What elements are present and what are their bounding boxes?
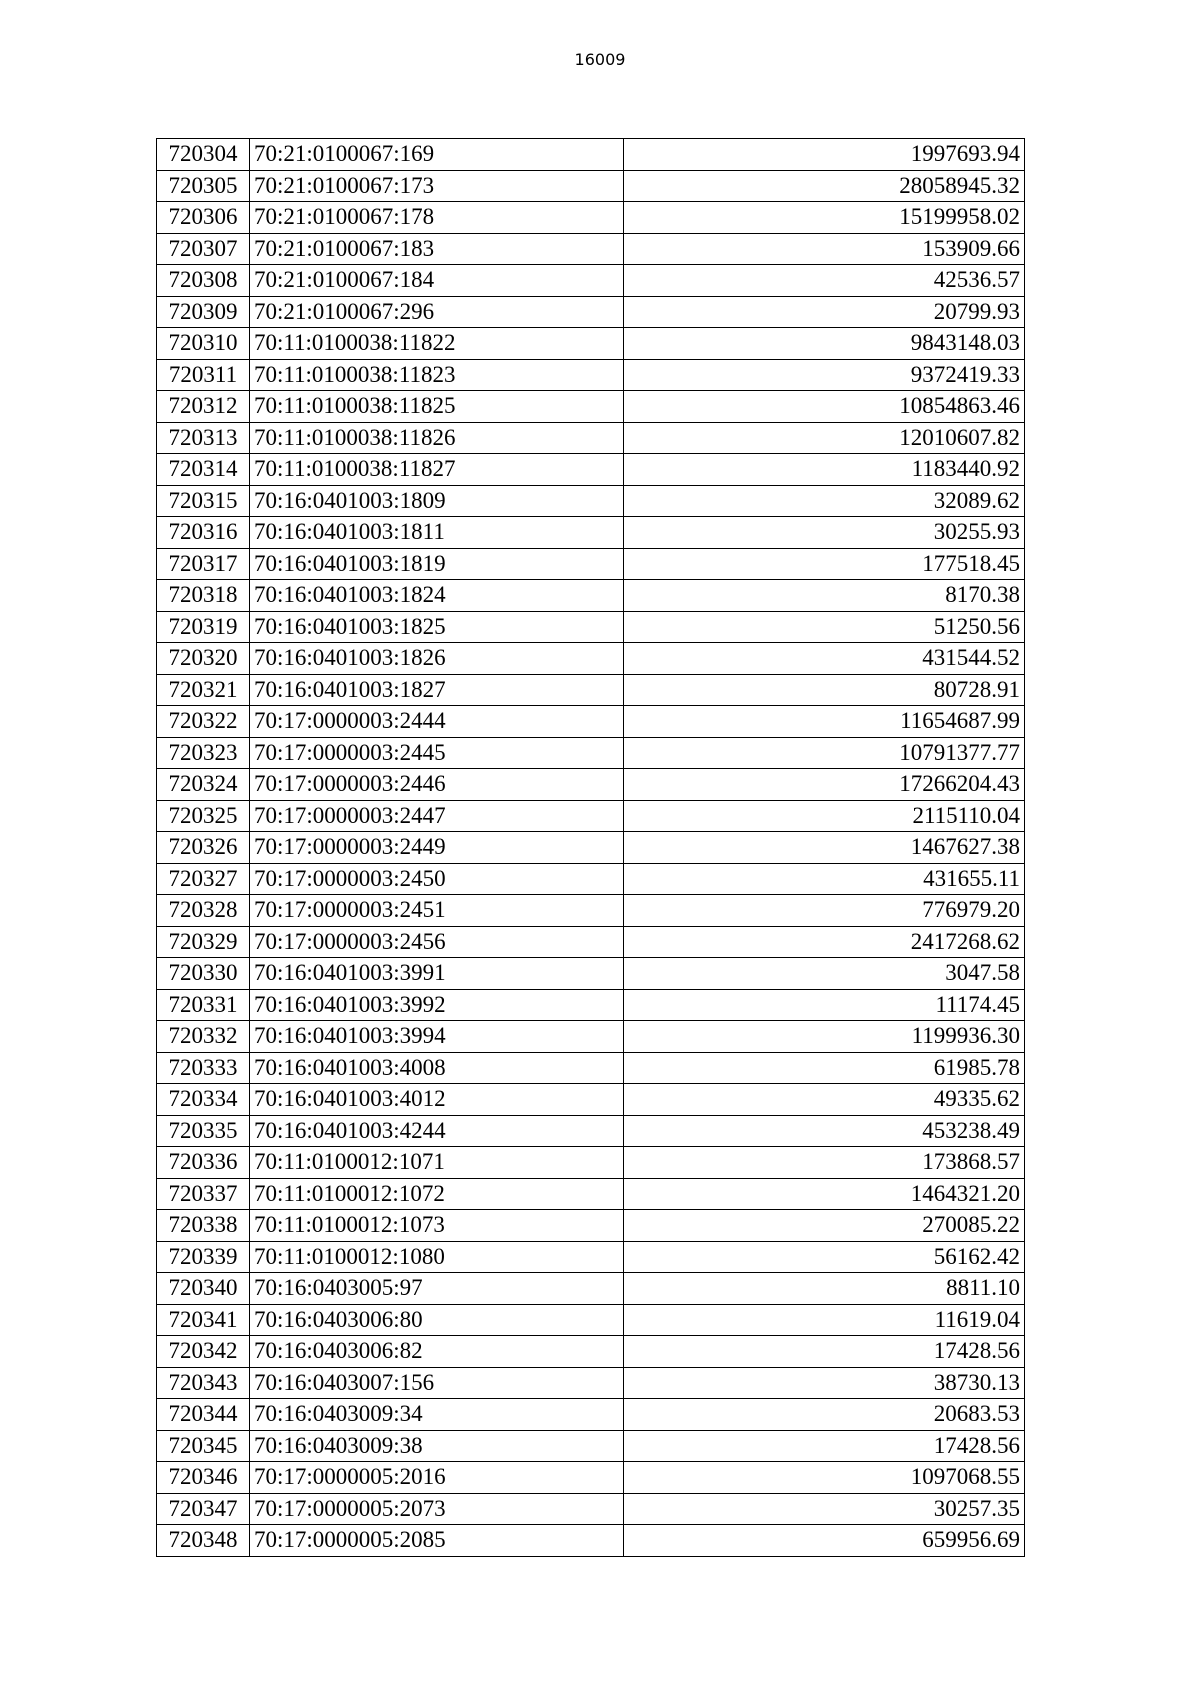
cadastral-number-cell: 70:11:0100012:1071: [250, 1147, 624, 1179]
table-row: [157, 1241, 1025, 1273]
table-row: [157, 454, 1025, 486]
value-cell: 20799.93: [624, 296, 1025, 328]
cadastral-number-cell: 70:11:0100012:1073: [250, 1210, 624, 1242]
value-cell: 61985.78: [624, 1052, 1025, 1084]
table-row: [157, 1367, 1025, 1399]
value-cell: 20683.53: [624, 1399, 1025, 1431]
row-id-cell: 720334: [157, 1084, 250, 1116]
value-cell: 431655.11: [624, 863, 1025, 895]
row-id-cell: 720326: [157, 832, 250, 864]
row-id-cell: 720343: [157, 1367, 250, 1399]
row-id-cell: 720324: [157, 769, 250, 801]
cadastral-number-cell: 70:16:0401003:1826: [250, 643, 624, 675]
value-cell: 30255.93: [624, 517, 1025, 549]
row-id-cell: 720335: [157, 1115, 250, 1147]
table-row: [157, 202, 1025, 234]
row-id-cell: 720325: [157, 800, 250, 832]
data-table: [156, 138, 1025, 1557]
cadastral-number-cell: 70:16:0401003:1809: [250, 485, 624, 517]
cadastral-number-cell: 70:21:0100067:169: [250, 139, 624, 171]
table-row: [157, 800, 1025, 832]
row-id-cell: 720345: [157, 1430, 250, 1462]
cadastral-number-cell: 70:16:0401003:1819: [250, 548, 624, 580]
row-id-cell: 720319: [157, 611, 250, 643]
value-cell: 11654687.99: [624, 706, 1025, 738]
value-cell: 8170.38: [624, 580, 1025, 612]
cadastral-number-cell: 70:11:0100038:11822: [250, 328, 624, 360]
row-id-cell: 720347: [157, 1493, 250, 1525]
value-cell: 80728.91: [624, 674, 1025, 706]
value-cell: 38730.13: [624, 1367, 1025, 1399]
value-cell: 11619.04: [624, 1304, 1025, 1336]
table-row: [157, 1084, 1025, 1116]
value-cell: 49335.62: [624, 1084, 1025, 1116]
value-cell: 30257.35: [624, 1493, 1025, 1525]
value-cell: 659956.69: [624, 1525, 1025, 1557]
table-row: [157, 265, 1025, 297]
row-id-cell: 720310: [157, 328, 250, 360]
page-number: 16009: [574, 50, 626, 69]
table-row: [157, 832, 1025, 864]
row-id-cell: 720348: [157, 1525, 250, 1557]
cadastral-number-cell: 70:16:0403007:156: [250, 1367, 624, 1399]
cadastral-number-cell: 70:21:0100067:184: [250, 265, 624, 297]
row-id-cell: 720333: [157, 1052, 250, 1084]
value-cell: 17428.56: [624, 1430, 1025, 1462]
row-id-cell: 720315: [157, 485, 250, 517]
cadastral-number-cell: 70:16:0403009:38: [250, 1430, 624, 1462]
row-id-cell: 720322: [157, 706, 250, 738]
value-cell: 15199958.02: [624, 202, 1025, 234]
row-id-cell: 720314: [157, 454, 250, 486]
table-row: [157, 580, 1025, 612]
value-cell: 17266204.43: [624, 769, 1025, 801]
row-id-cell: 720321: [157, 674, 250, 706]
cadastral-number-cell: 70:16:0403006:82: [250, 1336, 624, 1368]
table-row: [157, 737, 1025, 769]
value-cell: 173868.57: [624, 1147, 1025, 1179]
cadastral-number-cell: 70:17:0000003:2447: [250, 800, 624, 832]
table-row: [157, 328, 1025, 360]
table-row: [157, 1304, 1025, 1336]
cadastral-number-cell: 70:16:0401003:1825: [250, 611, 624, 643]
cadastral-number-cell: 70:11:0100038:11825: [250, 391, 624, 423]
row-id-cell: 720320: [157, 643, 250, 675]
cadastral-number-cell: 70:16:0401003:4008: [250, 1052, 624, 1084]
cadastral-number-cell: 70:16:0401003:4012: [250, 1084, 624, 1116]
cadastral-number-cell: 70:11:0100038:11823: [250, 359, 624, 391]
table-row: [157, 170, 1025, 202]
value-cell: 10791377.77: [624, 737, 1025, 769]
value-cell: 1997693.94: [624, 139, 1025, 171]
row-id-cell: 720308: [157, 265, 250, 297]
row-id-cell: 720316: [157, 517, 250, 549]
table-row: [157, 1525, 1025, 1557]
row-id-cell: 720328: [157, 895, 250, 927]
table-row: [157, 391, 1025, 423]
value-cell: 42536.57: [624, 265, 1025, 297]
row-id-cell: 720327: [157, 863, 250, 895]
value-cell: 1199936.30: [624, 1021, 1025, 1053]
value-cell: 9843148.03: [624, 328, 1025, 360]
row-id-cell: 720317: [157, 548, 250, 580]
row-id-cell: 720313: [157, 422, 250, 454]
cadastral-number-cell: 70:11:0100038:11827: [250, 454, 624, 486]
value-cell: 2417268.62: [624, 926, 1025, 958]
table-row: [157, 1273, 1025, 1305]
row-id-cell: 720336: [157, 1147, 250, 1179]
row-id-cell: 720338: [157, 1210, 250, 1242]
row-id-cell: 720332: [157, 1021, 250, 1053]
value-cell: 17428.56: [624, 1336, 1025, 1368]
table-row: [157, 296, 1025, 328]
table-row: [157, 863, 1025, 895]
row-id-cell: 720340: [157, 1273, 250, 1305]
table-row: [157, 1462, 1025, 1494]
row-id-cell: 720342: [157, 1336, 250, 1368]
row-id-cell: 720306: [157, 202, 250, 234]
value-cell: 32089.62: [624, 485, 1025, 517]
value-cell: 1097068.55: [624, 1462, 1025, 1494]
value-cell: 11174.45: [624, 989, 1025, 1021]
value-cell: 270085.22: [624, 1210, 1025, 1242]
cadastral-number-cell: 70:16:0401003:3994: [250, 1021, 624, 1053]
value-cell: 453238.49: [624, 1115, 1025, 1147]
cadastral-number-cell: 70:16:0401003:1827: [250, 674, 624, 706]
value-cell: 10854863.46: [624, 391, 1025, 423]
table-row: [157, 233, 1025, 265]
cadastral-number-cell: 70:16:0401003:4244: [250, 1115, 624, 1147]
table-row: [157, 1115, 1025, 1147]
cadastral-number-cell: 70:16:0401003:3991: [250, 958, 624, 990]
table-row: [157, 926, 1025, 958]
value-cell: 8811.10: [624, 1273, 1025, 1305]
cadastral-number-cell: 70:17:0000003:2449: [250, 832, 624, 864]
row-id-cell: 720305: [157, 170, 250, 202]
cadastral-number-cell: 70:17:0000003:2450: [250, 863, 624, 895]
value-cell: 1464321.20: [624, 1178, 1025, 1210]
table-row: [157, 895, 1025, 927]
row-id-cell: 720339: [157, 1241, 250, 1273]
value-cell: 153909.66: [624, 233, 1025, 265]
cadastral-number-cell: 70:11:0100012:1072: [250, 1178, 624, 1210]
value-cell: 51250.56: [624, 611, 1025, 643]
value-cell: 3047.58: [624, 958, 1025, 990]
value-cell: 776979.20: [624, 895, 1025, 927]
cadastral-number-cell: 70:17:0000003:2451: [250, 895, 624, 927]
table-row: [157, 958, 1025, 990]
table-row: [157, 548, 1025, 580]
cadastral-number-cell: 70:17:0000003:2444: [250, 706, 624, 738]
cadastral-number-cell: 70:16:0401003:1811: [250, 517, 624, 549]
table-row: [157, 485, 1025, 517]
row-id-cell: 720307: [157, 233, 250, 265]
table-row: [157, 706, 1025, 738]
table-row: [157, 989, 1025, 1021]
table-row: [157, 139, 1025, 171]
row-id-cell: 720330: [157, 958, 250, 990]
cadastral-number-cell: 70:21:0100067:173: [250, 170, 624, 202]
table-row: [157, 1336, 1025, 1368]
value-cell: 28058945.32: [624, 170, 1025, 202]
cadastral-number-cell: 70:17:0000003:2446: [250, 769, 624, 801]
table-row: [157, 1178, 1025, 1210]
cadastral-number-cell: 70:16:0403005:97: [250, 1273, 624, 1305]
cadastral-number-cell: 70:16:0403006:80: [250, 1304, 624, 1336]
cadastral-number-cell: 70:17:0000003:2445: [250, 737, 624, 769]
table-row: [157, 1430, 1025, 1462]
value-cell: 9372419.33: [624, 359, 1025, 391]
table-row: [157, 1147, 1025, 1179]
row-id-cell: 720311: [157, 359, 250, 391]
cadastral-number-cell: 70:21:0100067:183: [250, 233, 624, 265]
value-cell: 56162.42: [624, 1241, 1025, 1273]
value-cell: 431544.52: [624, 643, 1025, 675]
cadastral-number-cell: 70:17:0000005:2016: [250, 1462, 624, 1494]
table-row: [157, 1210, 1025, 1242]
table-row: [157, 517, 1025, 549]
value-cell: 2115110.04: [624, 800, 1025, 832]
cadastral-number-cell: 70:17:0000005:2085: [250, 1525, 624, 1557]
cadastral-number-cell: 70:16:0401003:1824: [250, 580, 624, 612]
table-row: [157, 1399, 1025, 1431]
row-id-cell: 720323: [157, 737, 250, 769]
value-cell: 1467627.38: [624, 832, 1025, 864]
cadastral-number-cell: 70:21:0100067:296: [250, 296, 624, 328]
cadastral-number-cell: 70:17:0000005:2073: [250, 1493, 624, 1525]
row-id-cell: 720337: [157, 1178, 250, 1210]
value-cell: 1183440.92: [624, 454, 1025, 486]
cadastral-number-cell: 70:16:0403009:34: [250, 1399, 624, 1431]
table-row: [157, 1021, 1025, 1053]
cadastral-number-cell: 70:11:0100038:11826: [250, 422, 624, 454]
row-id-cell: 720304: [157, 139, 250, 171]
row-id-cell: 720331: [157, 989, 250, 1021]
table-row: [157, 1493, 1025, 1525]
cadastral-number-cell: 70:11:0100012:1080: [250, 1241, 624, 1273]
value-cell: 177518.45: [624, 548, 1025, 580]
table-row: [157, 422, 1025, 454]
table-row: [157, 769, 1025, 801]
table-row: [157, 1052, 1025, 1084]
row-id-cell: 720346: [157, 1462, 250, 1494]
table-body: [157, 139, 1025, 1557]
row-id-cell: 720309: [157, 296, 250, 328]
row-id-cell: 720341: [157, 1304, 250, 1336]
row-id-cell: 720312: [157, 391, 250, 423]
table-row: [157, 643, 1025, 675]
table-row: [157, 674, 1025, 706]
cadastral-number-cell: 70:16:0401003:3992: [250, 989, 624, 1021]
cadastral-number-cell: 70:17:0000003:2456: [250, 926, 624, 958]
table-row: [157, 611, 1025, 643]
row-id-cell: 720318: [157, 580, 250, 612]
row-id-cell: 720329: [157, 926, 250, 958]
value-cell: 12010607.82: [624, 422, 1025, 454]
row-id-cell: 720344: [157, 1399, 250, 1431]
table-row: [157, 359, 1025, 391]
cadastral-number-cell: 70:21:0100067:178: [250, 202, 624, 234]
